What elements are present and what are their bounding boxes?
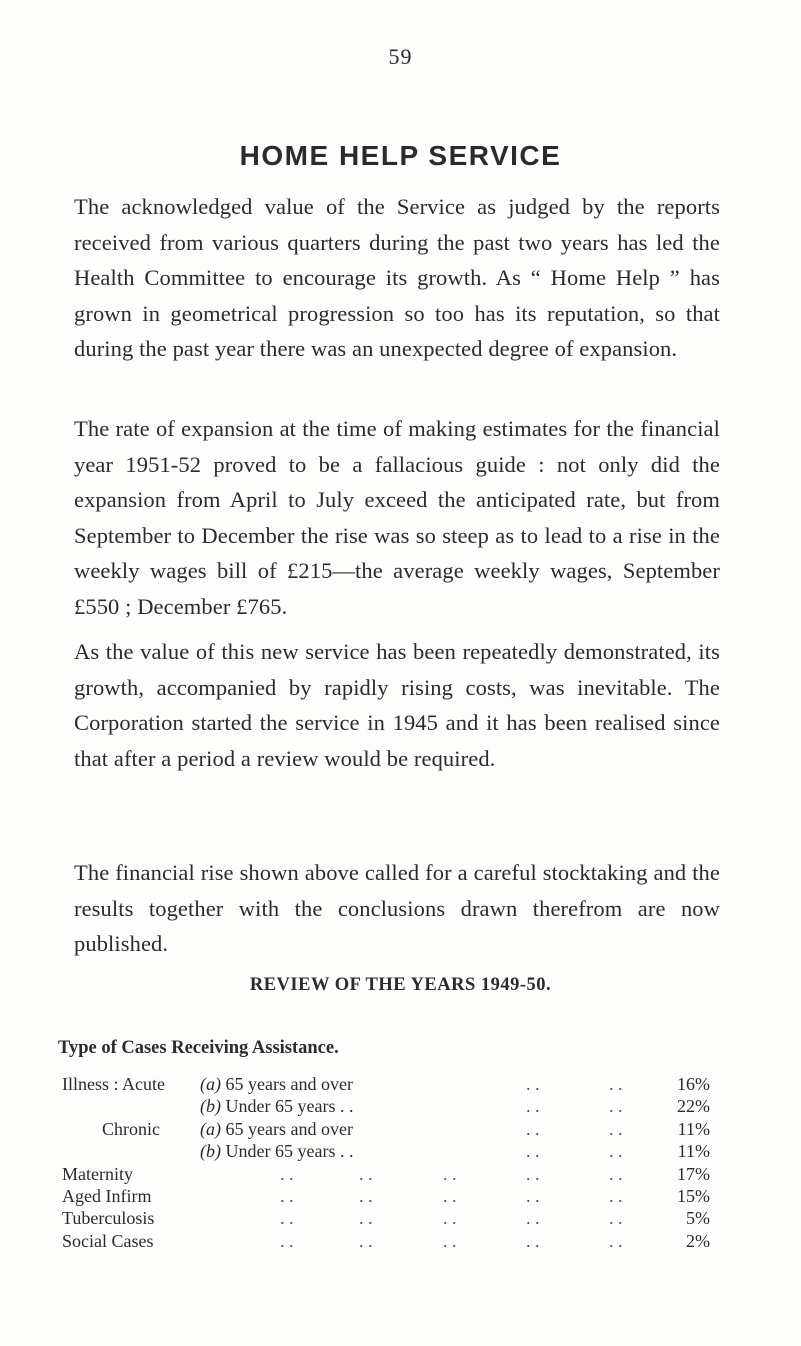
row-subcategory: (a) 65 years and over: [200, 1118, 353, 1139]
row-value: 16%: [677, 1074, 710, 1094]
row-category: Tuberculosis: [62, 1208, 155, 1229]
leader-dots: . .: [280, 1185, 294, 1206]
row-value: 11%: [677, 1118, 710, 1139]
leader-dots: . .: [526, 1074, 540, 1094]
leader-dots: . .: [443, 1185, 457, 1206]
leader-dots: . .: [526, 1096, 540, 1117]
leader-dots: . .: [359, 1163, 373, 1184]
table-row: [62, 1208, 710, 1230]
leader-dots: . .: [526, 1118, 540, 1139]
leader-dots: . .: [443, 1208, 457, 1229]
table-row: [62, 1186, 710, 1208]
row-value: 17%: [677, 1163, 710, 1184]
leader-dots: . .: [526, 1230, 540, 1251]
leader-dots: . .: [280, 1163, 294, 1184]
leader-dots: . .: [609, 1163, 623, 1184]
row-value: 15%: [677, 1185, 710, 1206]
paragraph: The financial rise shown above called for a careful stocktaking and the results together with the conclusions drawn therefrom are now published.: [74, 860, 720, 957]
row-subcategory: (b) Under 65 years . .: [200, 1096, 354, 1117]
cases-table: [62, 1074, 710, 1253]
table-row: [62, 1231, 710, 1253]
leader-dots: . .: [443, 1230, 457, 1251]
row-category: Illness : Acute: [62, 1074, 165, 1094]
table-row: [62, 1096, 710, 1118]
table-row: [62, 1164, 710, 1186]
leader-dots: . .: [280, 1230, 294, 1251]
leader-dots: . .: [443, 1163, 457, 1184]
leader-dots: . .: [526, 1185, 540, 1206]
row-category: Social Cases: [62, 1230, 154, 1251]
table-row: [62, 1119, 710, 1141]
leader-dots: . .: [609, 1074, 623, 1094]
leader-dots: . .: [609, 1185, 623, 1206]
row-subcategory: (a) 65 years and over: [200, 1074, 353, 1094]
paragraph: The rate of expansion at the time of making estimates for the financial year 1951-52 proved to be a fallacious guide : not only did the expansion from April to July exceed the anticipated rate, but from September to December the rise was so steep as to lead to a rise in the weekly wages bill of £215—the average weekly wages, September £550 ; December £765.: [74, 416, 720, 619]
row-category: Maternity: [62, 1163, 133, 1184]
leader-dots: . .: [359, 1208, 373, 1229]
leader-dots: . .: [609, 1230, 623, 1251]
leader-dots: . .: [526, 1163, 540, 1184]
leader-dots: . .: [526, 1208, 540, 1229]
row-subcategory: (b) Under 65 years . .: [200, 1141, 354, 1162]
leader-dots: . .: [609, 1208, 623, 1229]
leader-dots: . .: [609, 1141, 623, 1162]
row-value: 11%: [677, 1141, 710, 1162]
leader-dots: . .: [609, 1096, 623, 1117]
leader-dots: . .: [359, 1230, 373, 1251]
table-row: [62, 1074, 710, 1096]
leader-dots: . .: [526, 1141, 540, 1162]
row-category: Aged Infirm: [62, 1185, 152, 1206]
leader-dots: . .: [280, 1208, 294, 1229]
leader-dots: . .: [609, 1118, 623, 1139]
review-heading: REVIEW OF THE YEARS 1949-50.: [249, 975, 552, 995]
page-number: 59: [388, 44, 413, 69]
leader-dots: . .: [359, 1185, 373, 1206]
paragraph: The acknowledged value of the Service as judged by the reports received from various quarters during the past two years has led the Health Committee to encourage its growth. As “ Home Help ” has grown in geometrical progression so too has its reputation, so that during the past year there was an unexpected degree of expansion.: [74, 194, 720, 362]
paragraph: As the value of this new service has been repeatedly demonstrated, its growth, accompanied by rapidly rising costs, was inevitable. The Corporation started the service in 1945 and it has been realised since that after a period a review would be required.: [74, 639, 720, 771]
table-row: [62, 1141, 710, 1163]
row-category: Chronic: [102, 1118, 160, 1139]
row-value: 2%: [686, 1230, 710, 1251]
page-title: HOME HELP SERVICE: [239, 140, 562, 171]
row-value: 5%: [686, 1208, 710, 1229]
section-heading: Type of Cases Receiving Assistance.: [58, 1038, 339, 1058]
row-value: 22%: [677, 1096, 710, 1117]
